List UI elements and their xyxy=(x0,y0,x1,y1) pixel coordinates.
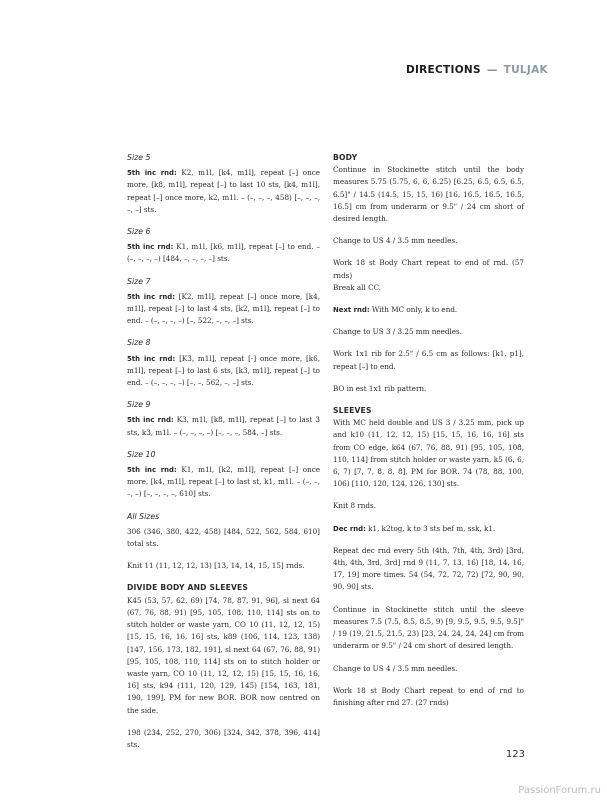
instruction-text: With MC held double and US 3 / 3.25 mm, pick up and k10 (11, 12, 12, 15) [15, 15, 16, 16, 16] sts from CO edge, k64 (67, 76, 88, 91) [95, 105, 108, 110, 114] from stitch holder or waste yarn, k5 (6, 6, 6, 7) [7, 7, 8, 8, 8], PM for BOR. 74 (78, 88, 100, 106) [110, 120, 124, 126, 130] sts. xyxy=(333,418,524,489)
round-label: 5th inc rnd: xyxy=(127,354,176,363)
instruction-paragraph xyxy=(333,663,524,675)
instruction-text: [K2, m1l], repeat [–] once more, [k4, m1l], repeat [–] to last 4 sts, [k2, m1l], repeat [–] to end. – (–, –, –, –) [–, 522, –, –, –] sts. xyxy=(127,291,321,326)
header-dash: — xyxy=(486,64,498,76)
size-heading: Size 9 xyxy=(127,400,151,410)
instruction-text: K45 (53, 57, 62, 69) [74, 78, 87, 91, 96], sl next 64 (67, 76, 88, 91) [95, 105, 108, 110, 114] sts on to stitch holder or waste yarn, CO 10 (11, 12, 12, 15) [15, 15, 16, 16, 16] sts, k89 (106, 114, 123, 138) [147, 156, 173, 182, 191], sl next 64 (67, 76, 88, 91) [95, 105, 108, 110, 114] sts on to stitch holder or waste yarn, CO 10 (11, 12, 12, 15) [15, 15, 16, 16, 16] sts, k94 (111, 120, 129, 145) [154, 163, 181, 190, 199], PM for new BOR. BOR now centred on the side. xyxy=(127,595,320,715)
instruction-paragraph xyxy=(333,523,524,535)
round-label: 5th inc rnd: xyxy=(127,243,174,252)
size-heading: Size 8 xyxy=(127,338,151,348)
instruction-text: Work 18 st Body Chart repeat to end of rnd. (57 rnds) xyxy=(333,258,524,280)
instruction-paragraph xyxy=(127,526,320,550)
size-heading: Size 6 xyxy=(127,227,151,237)
instruction-paragraph xyxy=(333,164,524,225)
header-pattern-name: TULJAK xyxy=(503,64,548,76)
round-label: 5th inc rnd: xyxy=(127,169,177,178)
instruction-paragraph xyxy=(127,727,320,751)
instruction-text: k1, k2tog, k to 3 sts bef m, ssk, k1. xyxy=(365,523,496,533)
instruction-text: Knit 8 rnds. xyxy=(333,501,376,511)
running-header xyxy=(406,64,548,76)
round-label: 5th inc rnd: xyxy=(127,292,175,301)
instruction-text: 198 (234, 252, 270, 306) [324, 342, 378, 396, 414] sts. xyxy=(127,727,320,749)
instruction-paragraph xyxy=(127,464,320,501)
round-label: 5th inc rnd: xyxy=(127,466,177,475)
instruction-paragraph xyxy=(333,417,524,490)
instruction-paragraph xyxy=(127,241,320,265)
instruction-paragraph xyxy=(333,304,524,316)
section-heading: BODY xyxy=(333,153,358,162)
instruction-text: Continue in Stockinette stitch until the body measures 5.75 (5.75, 6, 6, 6.25) [6.25, 6.5, 6.5, 6.5, 6.5]" / 14.5 (14.5, 15, 15, 16) [16, 16.5, 16.5, 16.5, 16.5] cm from underarm or 9.5" / 24 cm short of desired length. xyxy=(333,165,524,224)
instruction-paragraph xyxy=(333,500,524,512)
instruction-paragraph xyxy=(333,326,524,338)
instruction-text: BO in est 1x1 rib pattern. xyxy=(333,383,427,393)
instruction-paragraph xyxy=(333,685,524,709)
instruction-paragraph xyxy=(127,291,320,328)
size-heading: Size 5 xyxy=(127,153,151,162)
instruction-text: 306 (346, 380, 422, 458) [484, 522, 562, 584, 610] total sts. xyxy=(127,526,320,549)
instruction-paragraph xyxy=(333,235,524,247)
instruction-paragraph xyxy=(333,348,524,372)
instruction-text: Change to US 3 / 3.25 mm needles. xyxy=(333,327,462,337)
instruction-text: K3, m1l, [k8, m1l], repeat [–] to last 3 sts, k3, m1l. – (–, –, –, –) [–, –, –, 584, –] sts. xyxy=(127,415,320,437)
instruction-text: Break all CC. xyxy=(333,282,382,292)
instruction-text: Work 18 st Body Chart repeat to end of rnd to finishing after rnd 27. (27 rnds) xyxy=(333,685,524,707)
page-number: 123 xyxy=(505,749,525,760)
instruction-paragraph xyxy=(127,167,320,216)
instruction-text: With MC only, k to end. xyxy=(369,305,458,315)
instruction-text: Change to US 4 / 3.5 mm needles. xyxy=(333,663,458,673)
instruction-paragraph xyxy=(333,282,524,294)
instruction-text: [K3, m1l], repeat [-] once more, [k6, m1l], repeat [–] to last 6 sts, [k3, m1l], repeat [–] to end. – (–, –, –, –) [–, –, 562, –, –] sts. xyxy=(127,353,320,388)
instruction-paragraph xyxy=(127,595,320,717)
size-heading: All Sizes xyxy=(127,511,160,521)
round-label: 5th inc rnd: xyxy=(127,416,174,425)
right-column xyxy=(333,152,524,719)
instruction-text: Repeat dec rnd every 5th (4th, 7th, 4th, 3rd) [3rd, 4th, 4th, 3rd, 3rd] rnd 9 (11, 7, 13, 16) [18, 14, 16, 17, 19] more times. 54 (54, 72, 72, 72) [72, 90, 90, 90, 90] sts. xyxy=(333,545,524,592)
round-label: Dec rnd: xyxy=(333,524,366,533)
size-heading: Size 10 xyxy=(127,449,156,459)
instruction-text: Change to US 4 / 3.5 mm needles. xyxy=(333,236,458,246)
header-section: DIRECTIONS xyxy=(405,64,481,76)
instruction-paragraph xyxy=(127,414,320,438)
watermark: PassionForum.ru xyxy=(518,785,601,796)
instruction-text: K1, m1l, [k6, m1l], repeat [–] to end. – (–, –, –, –) [484, –, –, –, –] sts. xyxy=(127,242,320,264)
instruction-text: Work 1x1 rib for 2.5" / 6.5 cm as follows: [k1, p1], repeat [–] to end. xyxy=(333,349,524,371)
instruction-text: K1, m1l, [k2, m1l], repeat [–] once more, [k4, m1l], repeat [–] to last st, k1, m1l. – (–, –, –, –) [–, –, –, –, 610] sts. xyxy=(127,465,321,499)
size-heading: Size 7 xyxy=(127,276,151,286)
round-label: Next rnd: xyxy=(333,306,370,315)
section-heading: DIVIDE BODY AND SLEEVES xyxy=(127,583,249,593)
instruction-paragraph xyxy=(333,257,524,281)
instruction-paragraph xyxy=(127,353,320,390)
section-heading: SLEEVES xyxy=(333,406,372,416)
instruction-paragraph xyxy=(333,604,524,653)
instruction-paragraph xyxy=(127,560,320,572)
left-column xyxy=(127,152,320,761)
instruction-paragraph xyxy=(333,545,524,594)
instruction-text: Continue in Stockinette stitch until the sleeve measures 7.5 (7.5, 8.5, 8.5, 9) [9, 9.5, 9.5, 9.5, 9.5]" / 19 (19, 21.5, 21.5, 23) [23, 24, 24, 24, 24] cm from underarm or 9.5" / 24 cm short of desired length. xyxy=(333,604,524,651)
instruction-text: K2, m1l, [k4, m1l], repeat [–] once more, [k8, m1l], repeat [–] to last 10 sts, [k4, m1l], repeat [–] once more, k2, m1l. – (–, –, –, 458) [–, –, –, –, –] sts. xyxy=(127,168,321,214)
instruction-paragraph xyxy=(333,383,524,395)
instruction-text: Knit 11 (11, 12, 12, 13) [13, 14, 14, 15, 15] rnds. xyxy=(127,561,305,571)
